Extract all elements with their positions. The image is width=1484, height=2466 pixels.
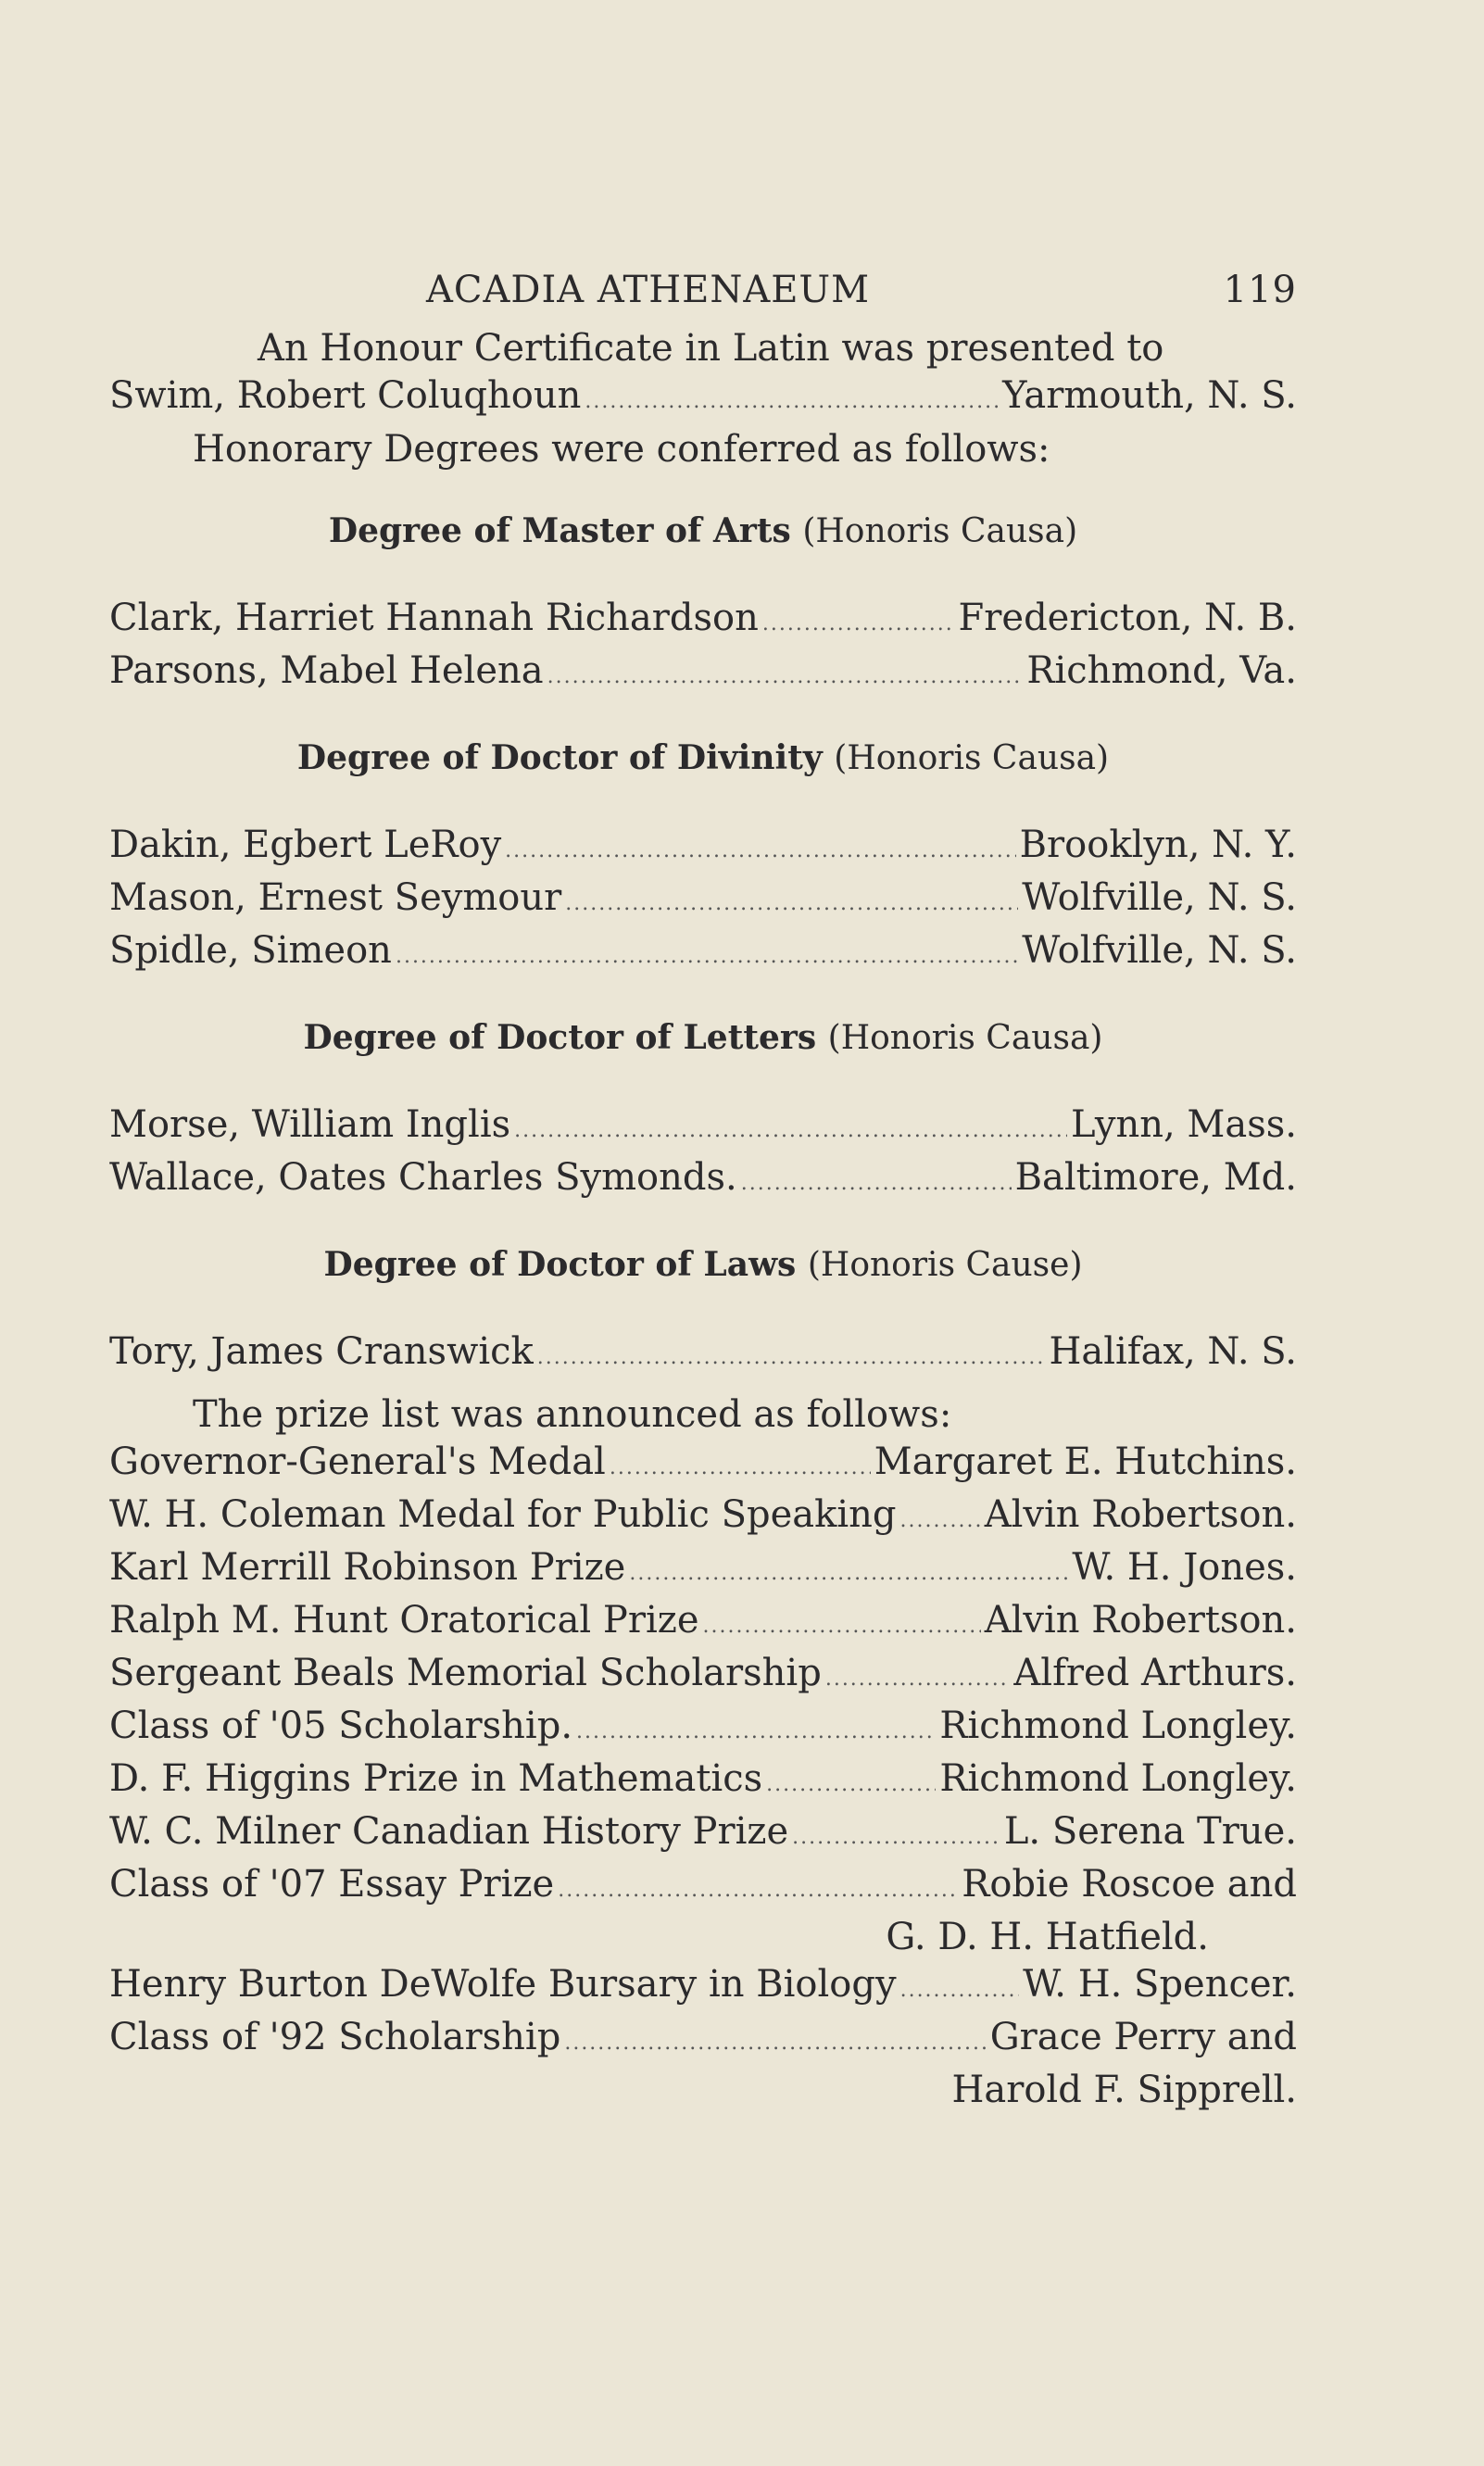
running-header [109,259,1297,324]
prize-name: Class of '07 Essay Prize [109,1863,555,1906]
entry-name: Dakin, Egbert LeRoy [109,824,502,866]
prize-name: Sergeant Beals Memorial Scholarship [109,1652,822,1694]
dot-leader [766,1761,936,1808]
entry-name: Clark, Harriet Hannah Richardson [109,597,759,639]
entry-place: Lynn, Mass. [1071,1103,1297,1146]
entry-name: Tory, James Cranswick [109,1330,534,1373]
section-heading [109,1015,1297,1061]
degree-entry [109,595,1297,648]
section-heading [109,1242,1297,1288]
prize-winner-continuation: G. D. H. Hatfield. [886,1916,1209,1958]
dot-leader [558,1867,958,1914]
prize-name: Class of '05 Scholarship. [109,1705,573,1747]
prize-entry [109,2014,1297,2067]
entry-place: Brooklyn, N. Y. [1019,824,1297,866]
dot-leader [825,1655,1011,1703]
honorary-text: Honorary Degrees were conferred as follows: [193,428,1050,471]
prize-entry [109,1703,1297,1755]
heading-title: Degree of Doctor of Divinity [296,738,823,777]
section-heading [109,736,1297,781]
dot-leader [900,1497,981,1544]
prize-name: W. H. Coleman Medal for Public Speaking [109,1493,897,1536]
degree-entry [109,927,1297,980]
degree-entry [109,1154,1297,1207]
prize-name: Henry Burton DeWolfe Bursary in Biology [109,1963,897,2006]
page-number: 119 [1223,269,1297,311]
prize-name: D. F. Higgins Prize in Mathematics [109,1757,763,1800]
degree-entry [109,1101,1297,1154]
degree-entry [109,648,1297,700]
entry-name: Morse, William Inglis [109,1103,511,1146]
dot-leader [585,378,999,425]
dot-leader [565,880,1018,927]
degree-entry [109,874,1297,927]
prize-intro: The prize list was announced as follows: [193,1393,952,1436]
prize-name: Ralph M. Hunt Oratorical Prize [109,1599,699,1642]
prize-entry [109,1808,1297,1861]
certificate-entry [109,372,1297,425]
heading-title: Degree of Master of Arts [328,511,791,550]
prize-winner: Alfred Arthurs. [1013,1652,1297,1694]
prize-winner: Margaret E. Hutchins. [874,1441,1297,1483]
prize-entry [109,1961,1297,2014]
entry-place: Fredericton, N. B. [958,597,1297,639]
prize-entry [109,1544,1297,1597]
prize-entry [109,1861,1297,1914]
prize-winner: Alvin Robertson. [984,1599,1297,1642]
entry-place: Baltimore, Md. [1014,1156,1297,1199]
prize-entry [109,1439,1297,1491]
prize-winner: Alvin Robertson. [984,1493,1297,1536]
prize-entry [109,1597,1297,1650]
journal-title: ACADIA ATHENAEUM [426,269,871,311]
dot-leader [505,827,1015,874]
heading-suffix: (Honoris Causa) [834,739,1110,777]
dot-leader [741,1160,1012,1207]
heading-title: Degree of Doctor of Letters [303,1018,817,1057]
dot-leader [547,653,1024,700]
entry-place: Richmond, Va. [1026,649,1297,692]
dot-leader [703,1603,981,1650]
heading-suffix: (Honoris Cause) [807,1246,1083,1284]
dot-leader [792,1814,1000,1861]
prize-winner: Grace Perry and [989,2016,1297,2058]
degree-entry [109,1328,1297,1381]
heading-suffix: (Honoris Causa) [827,1019,1103,1057]
prize-winner: Robie Roscoe and [962,1863,1297,1906]
entry-place: Wolfville, N. S. [1022,876,1297,919]
prize-name: Governor-General's Medal [109,1441,606,1483]
entry-name: Swim, Robert Coluqhoun [109,374,582,417]
dot-leader [537,1334,1046,1381]
prize-name: Class of '92 Scholarship [109,2016,561,2058]
entry-name: Parsons, Mabel Helena [109,649,544,692]
heading-title: Degree of Doctor of Laws [323,1245,797,1284]
dot-leader [610,1444,871,1491]
prize-name: W. C. Milner Canadian History Prize [109,1810,789,1853]
prize-winner: Richmond Longley. [939,1757,1297,1800]
section-heading [109,509,1297,554]
prize-name: Karl Merrill Robinson Prize [109,1546,626,1589]
dot-leader [396,933,1018,980]
dot-leader [576,1708,936,1755]
prize-entry [109,1491,1297,1544]
entry-name: Wallace, Oates Charles Symonds. [109,1156,737,1199]
prize-winner: Richmond Longley. [939,1705,1297,1747]
dot-leader [564,2019,986,2067]
prize-winner: W. H. Jones. [1072,1546,1297,1589]
heading-suffix: (Honoris Causa) [802,512,1078,550]
dot-leader [629,1550,1068,1597]
entry-place: Yarmouth, N. S. [1002,374,1297,417]
dot-leader [514,1107,1067,1154]
dot-leader [900,1967,1020,2014]
certificate-text: An Honour Certificate in Latin was presented to [258,327,1164,370]
prize-winner-continuation: Harold F. Sipprell. [951,2069,1297,2111]
entry-place: Halifax, N. S. [1049,1330,1297,1373]
prize-entry [109,1650,1297,1703]
entry-place: Wolfville, N. S. [1022,929,1297,972]
entry-name: Spidle, Simeon [109,929,392,972]
page-content [109,259,1297,2114]
prize-winner: L. Serena True. [1003,1810,1297,1853]
degree-entry [109,822,1297,874]
prize-winner: W. H. Spencer. [1023,1963,1297,2006]
dot-leader [762,600,955,648]
entry-name: Mason, Ernest Seymour [109,876,562,919]
prize-entry [109,1755,1297,1808]
